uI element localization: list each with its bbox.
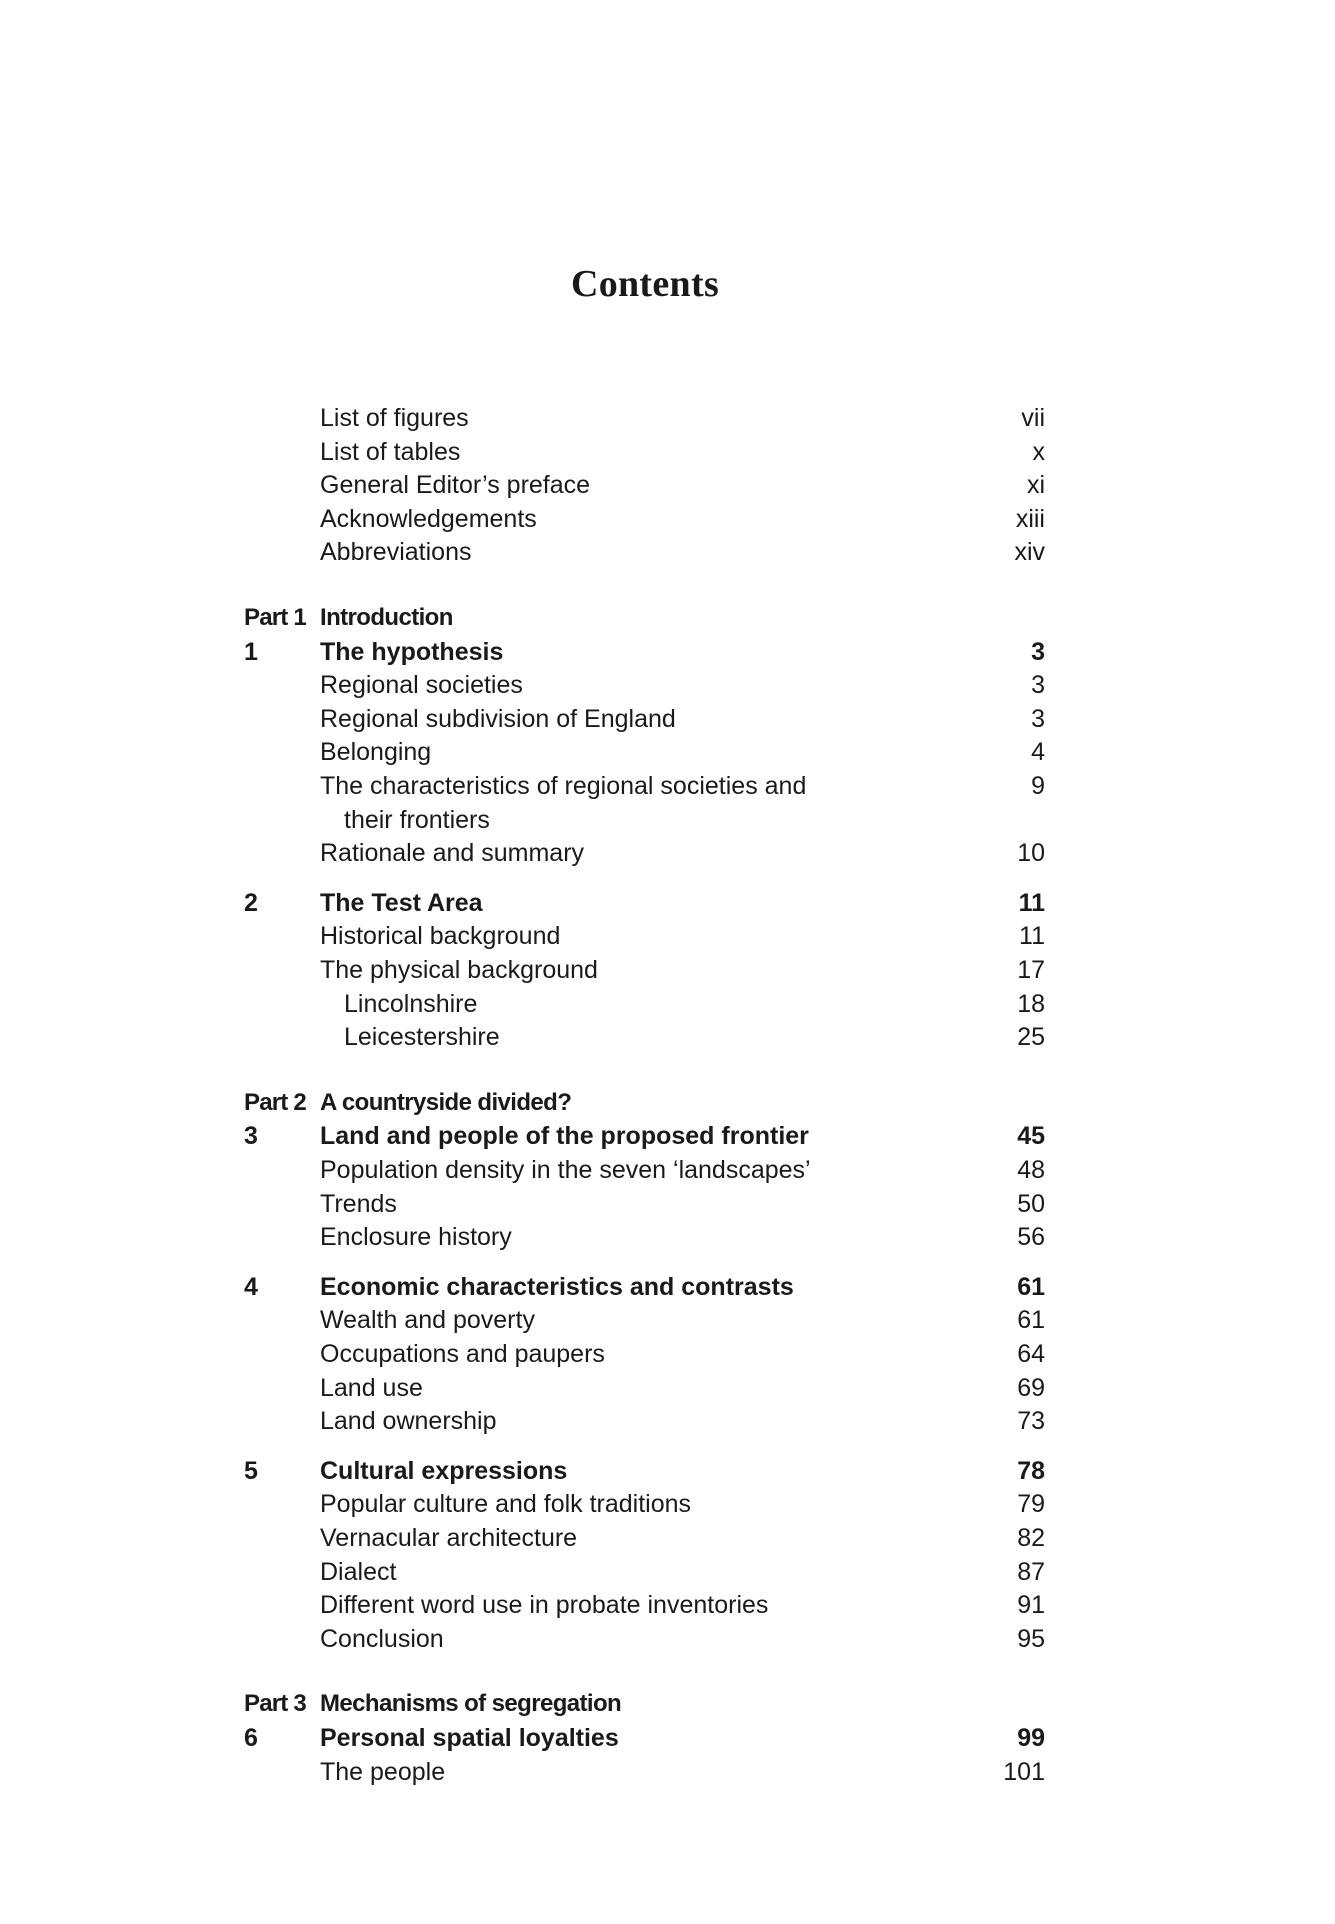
toc-prelim-entry[interactable] (0, 437, 1335, 467)
section-title: Different word use in probate inventories (320, 1591, 769, 1620)
section-title: The characteristics of regional societies and (320, 772, 807, 800)
subsection-entry[interactable] (0, 989, 1335, 1019)
section-title: Regional societies (320, 671, 523, 700)
section-entry[interactable] (0, 921, 1335, 951)
chapter-number: 1 (244, 637, 258, 666)
part-title: A countryside divided? (320, 1088, 572, 1116)
chapter-entry[interactable] (0, 1723, 1335, 1753)
section-entry[interactable] (0, 704, 1335, 734)
chapter-entry[interactable] (0, 1272, 1335, 1302)
page-number: 45 (1017, 1122, 1045, 1151)
section-entry[interactable] (0, 838, 1335, 868)
section-title: Population density in the seven ‘landscapes’ (320, 1156, 811, 1184)
entry-title: Abbreviations (320, 538, 472, 567)
section-title: Land use (320, 1373, 423, 1402)
chapter-entry[interactable] (0, 637, 1335, 667)
chapter-number: 4 (244, 1272, 258, 1301)
page-number: 61 (1017, 1272, 1045, 1301)
part-title: Mechanisms of segregation (320, 1690, 622, 1718)
page-number: 9 (1031, 772, 1045, 800)
section-entry[interactable] (0, 1624, 1335, 1654)
section-entry[interactable] (0, 955, 1335, 985)
section-entry[interactable] (0, 1155, 1335, 1185)
section-entry[interactable] (0, 670, 1335, 700)
section-entry[interactable] (0, 1222, 1335, 1252)
section-title: Conclusion (320, 1624, 444, 1653)
chapter-title: Cultural expressions (320, 1456, 568, 1485)
part-heading (0, 603, 1335, 633)
part-heading (0, 1088, 1335, 1118)
page-number: 69 (1017, 1373, 1045, 1402)
section-title: Occupations and paupers (320, 1340, 605, 1368)
chapter-number: 2 (244, 888, 258, 917)
subsection-entry[interactable] (0, 1022, 1335, 1052)
page-number: 87 (1017, 1557, 1045, 1586)
chapter-entry[interactable] (0, 888, 1335, 918)
page-number: 4 (1031, 738, 1045, 767)
entry-title: List of figures (320, 404, 469, 432)
section-entry[interactable] (0, 1557, 1335, 1587)
page-number: x (1032, 437, 1045, 466)
entry-title: Acknowledgements (320, 504, 537, 533)
section-entry[interactable] (0, 1406, 1335, 1436)
page-number: 101 (1003, 1757, 1045, 1786)
part-heading (0, 1689, 1335, 1719)
section-title: Dialect (320, 1557, 397, 1586)
chapter-entry[interactable] (0, 1121, 1335, 1151)
entry-title: General Editor’s preface (320, 471, 591, 500)
toc-prelim-entry[interactable] (0, 470, 1335, 500)
toc-prelim-entry[interactable] (0, 537, 1335, 567)
chapter-title: Land and people of the proposed frontier (320, 1122, 809, 1151)
section-entry[interactable] (0, 771, 1335, 801)
page-number: 25 (1017, 1023, 1045, 1052)
section-title: Land ownership (320, 1407, 497, 1436)
part-title: Introduction (320, 604, 453, 631)
page-number: 78 (1017, 1456, 1045, 1485)
page-number: 91 (1017, 1591, 1045, 1620)
chapter-title: The hypothesis (320, 637, 504, 666)
part-label: Part 1 (244, 604, 306, 631)
page-number: 48 (1017, 1156, 1045, 1184)
page-number: 3 (1031, 637, 1045, 666)
page-number: 99 (1017, 1724, 1045, 1752)
part-label: Part 2 (244, 1088, 306, 1116)
section-title-continuation: their frontiers (344, 805, 490, 834)
section-entry[interactable] (0, 1305, 1335, 1335)
page-number: 50 (1017, 1189, 1045, 1218)
chapter-title: Personal spatial loyalties (320, 1724, 619, 1752)
toc-prelim-entry[interactable] (0, 403, 1335, 433)
chapter-title: The Test Area (320, 888, 483, 917)
page-number: xiv (1014, 538, 1045, 567)
section-title: Regional subdivision of England (320, 704, 676, 733)
page-number: xiii (1015, 504, 1045, 533)
section-title: The people (320, 1757, 446, 1786)
section-entry[interactable] (0, 1489, 1335, 1519)
page-number: 61 (1017, 1306, 1045, 1335)
page-number: xi (1026, 471, 1045, 500)
page-number: vii (1021, 404, 1045, 432)
page-number: 95 (1017, 1624, 1045, 1653)
page-number: 10 (1017, 839, 1045, 868)
chapter-number: 5 (244, 1456, 258, 1485)
section-entry-continuation (0, 805, 1335, 835)
section-title: Vernacular architecture (320, 1524, 578, 1552)
section-entry[interactable] (0, 1189, 1335, 1219)
page-number: 3 (1031, 704, 1045, 733)
page-number: 82 (1017, 1524, 1045, 1552)
section-title: Rationale and summary (320, 839, 585, 868)
section-title: Enclosure history (320, 1223, 512, 1252)
page-number: 11 (1019, 922, 1045, 951)
section-title: Popular culture and folk traditions (320, 1490, 692, 1519)
page-number: 17 (1017, 956, 1045, 984)
page-number: 3 (1031, 671, 1045, 700)
section-title: Wealth and poverty (320, 1306, 535, 1335)
page-number: 79 (1017, 1490, 1045, 1519)
part-label: Part 3 (244, 1690, 306, 1718)
page-number: 64 (1017, 1340, 1045, 1368)
page-number: 11 (1018, 888, 1045, 917)
entry-title: List of tables (320, 437, 461, 466)
toc-prelim-entry[interactable] (0, 504, 1335, 534)
section-title: Trends (320, 1189, 397, 1218)
chapter-number: 3 (244, 1122, 258, 1151)
section-entry[interactable] (0, 737, 1335, 767)
page-number: 18 (1017, 989, 1045, 1018)
section-title: Historical background (320, 922, 561, 951)
page-title: Contents (570, 263, 720, 305)
section-title: Belonging (320, 738, 432, 767)
chapter-entry[interactable] (0, 1456, 1335, 1486)
section-title: Lincolnshire (344, 989, 478, 1018)
section-entry[interactable] (0, 1373, 1335, 1403)
page-number: 56 (1017, 1223, 1045, 1252)
section-entry[interactable] (0, 1339, 1335, 1369)
section-entry[interactable] (0, 1757, 1335, 1787)
page-number: 73 (1017, 1407, 1045, 1436)
chapter-number: 6 (244, 1724, 258, 1752)
chapter-title: Economic characteristics and contrasts (320, 1272, 794, 1301)
section-title: Leicestershire (344, 1023, 500, 1052)
section-entry[interactable] (0, 1523, 1335, 1553)
section-title: The physical background (320, 956, 598, 984)
section-entry[interactable] (0, 1590, 1335, 1620)
